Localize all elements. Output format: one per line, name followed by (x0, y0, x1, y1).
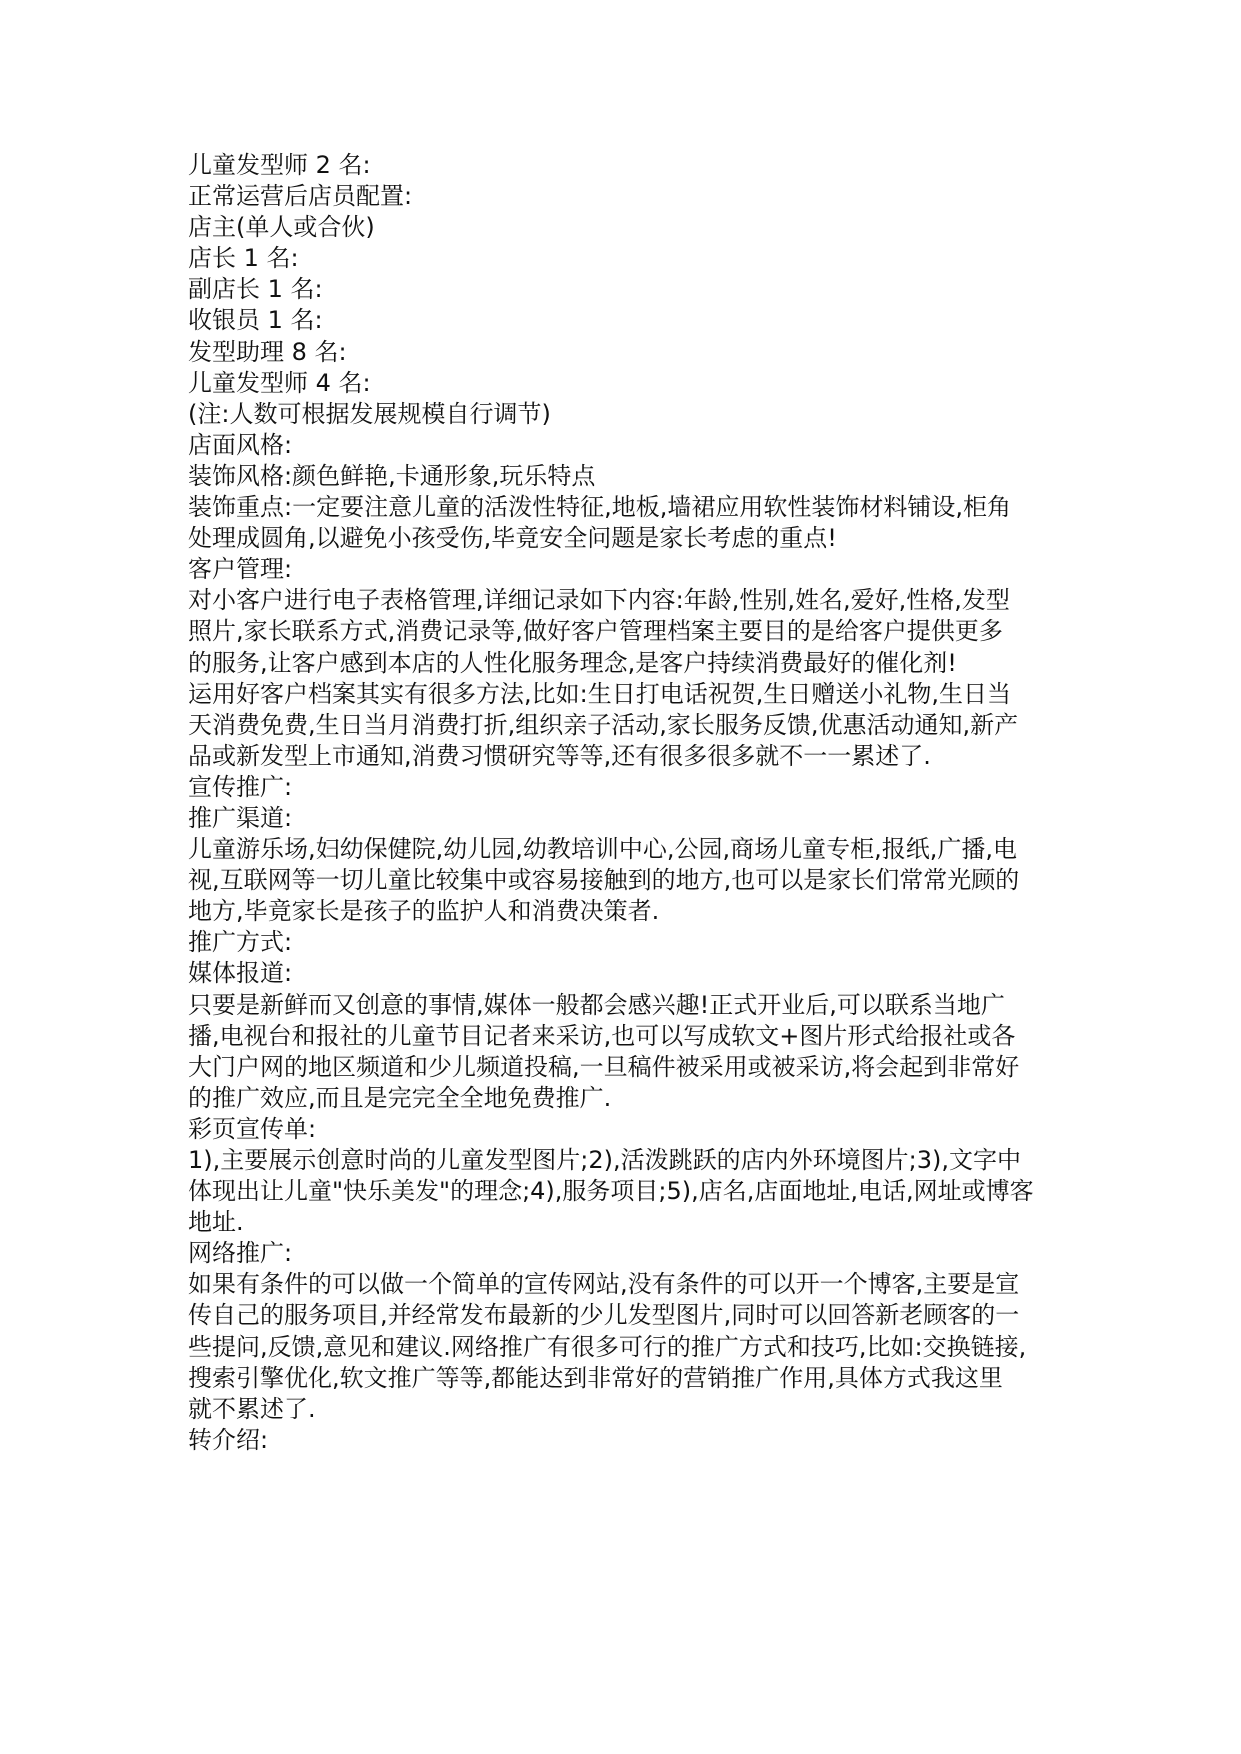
text-line: 店面风格: (188, 430, 293, 459)
text-line: 品或新发型上市通知,消费习惯研究等等,还有很多很多就不一一累述了. (188, 741, 931, 770)
text-line: 转介绍: (188, 1425, 269, 1454)
text-line: 对小客户进行电子表格管理,详细记录如下内容:年龄,性别,姓名,爱好,性格,发型 (188, 586, 1010, 615)
text-line: 网络推广: (188, 1239, 293, 1268)
text-line: 正常运营后店员配置: (188, 182, 413, 211)
text-line: 儿童发型师 2 名: (188, 151, 371, 179)
text-line: 彩页宣传单: (188, 1114, 317, 1143)
text-line: 收银员 1 名: (188, 306, 323, 335)
text-line: 些提问,反馈,意见和建议.网络推广有很多可行的推广方式和技巧,比如:交换链接, (188, 1332, 1027, 1361)
text-line: 发型助理 8 名: (188, 337, 347, 366)
text-line: 搜索引擎优化,软文推广等等,都能达到非常好的营销推广作用,具体方式我这里 (188, 1363, 1003, 1392)
text-line: 照片,家长联系方式,消费记录等,做好客户管理档案主要目的是给客户提供更多 (188, 617, 1003, 646)
text-line: 装饰风格:颜色鲜艳,卡通形象,玩乐特点 (188, 461, 596, 490)
text-line: 体现出让儿童"快乐美发"的理念;4),服务项目;5),店名,店面地址,电话,网址或博客 (188, 1177, 1034, 1206)
text-line: 大门户网的地区频道和少儿频道投稿,一旦稿件被采用或被采访,将会起到非常好 (188, 1052, 1020, 1081)
text-line: 如果有条件的可以做一个简单的宣传网站,没有条件的可以开一个博客,主要是宣 (188, 1270, 1020, 1299)
text-line: 播,电视台和报社的儿童节目记者来采访,也可以写成软文+图片形式给报社或各 (188, 1021, 1016, 1050)
text-line: 儿童游乐场,妇幼保健院,幼儿园,幼教培训中心,公园,商场儿童专柜,报纸,广播,电 (188, 835, 1018, 864)
document-body (188, 150, 1068, 1456)
text-line: 地址. (188, 1208, 244, 1237)
text-line: 媒体报道: (188, 959, 293, 988)
text-line: 儿童发型师 4 名: (188, 368, 371, 397)
text-line: 店长 1 名: (188, 244, 299, 273)
text-line: 的推广效应,而且是完完全全地免费推广. (188, 1083, 612, 1112)
text-line: (注:人数可根据发展规模自行调节) (188, 399, 551, 428)
text-line: 1),主要展示创意时尚的儿童发型图片;2),活泼跳跃的店内外环境图片;3),文字中 (188, 1146, 1021, 1174)
text-line: 视,互联网等一切儿童比较集中或容易接触到的地方,也可以是家长们常常光顾的 (188, 866, 1020, 895)
text-line: 副店长 1 名: (188, 275, 323, 304)
text-line: 只要是新鲜而又创意的事情,媒体一般都会感兴趣!正式开业后,可以联系当地广 (188, 990, 1005, 1019)
text-line: 运用好客户档案其实有很多方法,比如:生日打电话祝贺,生日赠送小礼物,生日当 (188, 679, 1011, 708)
text-line: 传自己的服务项目,并经常发布最新的少儿发型图片,同时可以回答新老顾客的一 (188, 1301, 1020, 1330)
text-line: 天消费免费,生日当月消费打折,组织亲子活动,家长服务反馈,优惠活动通知,新产 (188, 710, 1019, 739)
text-line: 处理成圆角,以避免小孩受伤,毕竟安全问题是家长考虑的重点! (188, 524, 837, 553)
text-line: 地方,毕竟家长是孩子的监护人和消费决策者. (188, 897, 660, 926)
text-line: 店主(单人或合伙) (188, 213, 375, 242)
text-line: 宣传推广: (188, 772, 293, 801)
text-line: 客户管理: (188, 555, 293, 584)
text-line: 的服务,让客户感到本店的人性化服务理念,是客户持续消费最好的催化剂! (188, 648, 957, 677)
text-line: 推广渠道: (188, 803, 293, 832)
text-line: 就不累述了. (188, 1394, 316, 1423)
text-line: 推广方式: (188, 928, 293, 957)
text-line: 装饰重点:一定要注意儿童的活泼性特征,地板,墙裙应用软性装饰材料铺设,柜角 (188, 493, 1011, 522)
